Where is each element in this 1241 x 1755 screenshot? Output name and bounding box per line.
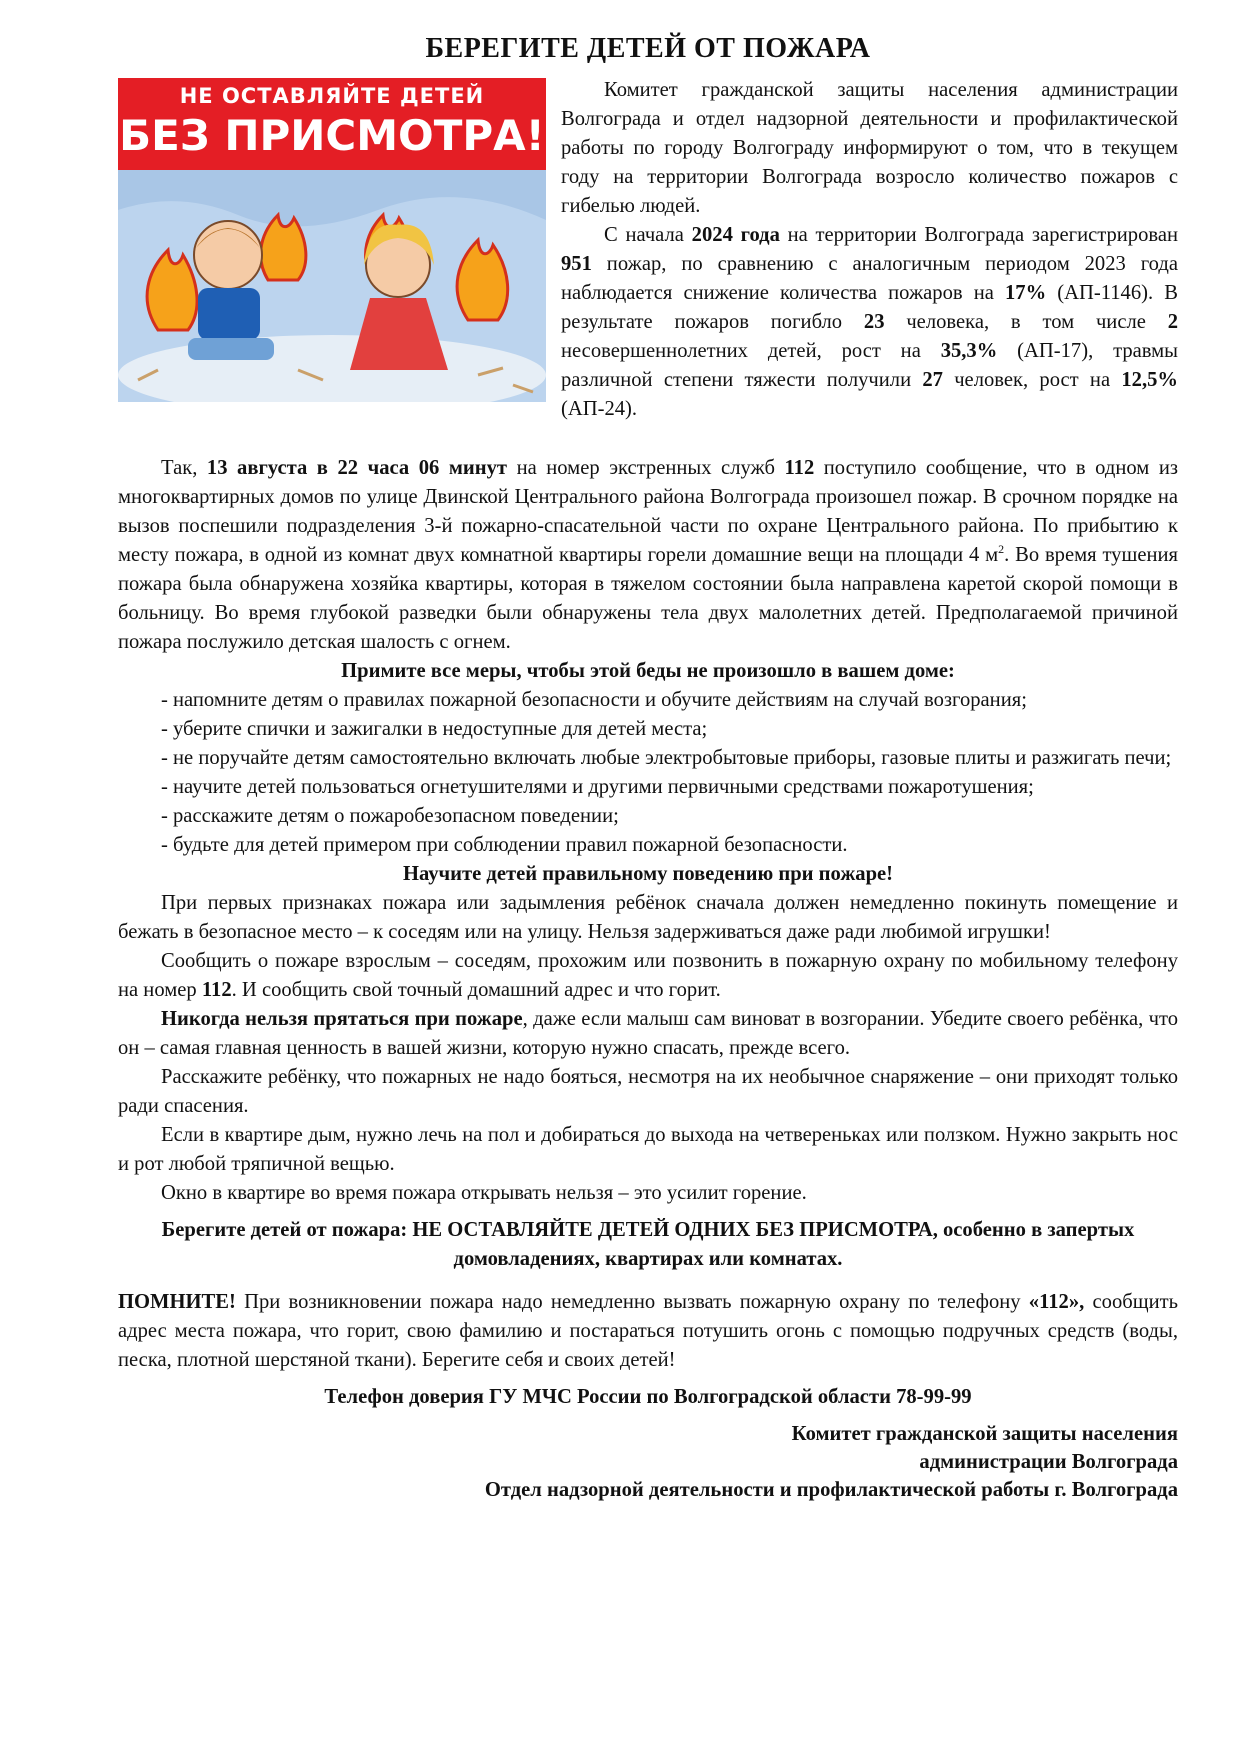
measure-item: - расскажите детям о пожаробезопасном поведении; bbox=[161, 805, 619, 827]
measures-heading: Примите все меры, чтобы этой беды не произошло в вашем доме: bbox=[341, 660, 955, 682]
behavior-paragraph-2: Сообщить о пожаре взрослым – соседям, прохожим или позвонить в пожарную охрану по мобильному телефону на номер 112. И сообщить свой точный домашний адрес и что горит. bbox=[118, 950, 1178, 1001]
behavior-paragraph-5: Если в квартире дым, нужно лечь на пол и добираться до выхода на четвереньках или ползком. Нужно закрыть нос и рот любой тряпичной вещью. bbox=[118, 1124, 1178, 1175]
page-title: БЕРЕГИТЕ ДЕТЕЙ ОТ ПОЖАРА bbox=[425, 33, 871, 64]
poster-image bbox=[118, 78, 546, 402]
signature-line-3: Отдел надзорной деятельности и профилактической работы г. Волгограда bbox=[484, 1479, 1178, 1501]
poster-line-2: БЕЗ ПРИСМОТРА! bbox=[119, 111, 545, 160]
warning-bold: Берегите детей от пожара: НЕ ОСТАВЛЯЙТЕ ДЕТЕЙ ОДНИХ БЕЗ ПРИСМОТРА, особенно в запертых домовладениях, квартирах или комнатах. bbox=[161, 1219, 1135, 1270]
poster-line-1: НЕ ОСТАВЛЯЙТЕ ДЕТЕЙ bbox=[179, 84, 485, 108]
measures-list bbox=[118, 686, 1178, 860]
signature-line-1: Комитет гражданской защиты населения bbox=[791, 1423, 1178, 1445]
remember-paragraph: ПОМНИТЕ! При возникновении пожара надо немедленно вызвать пожарную охрану по телефону «112», сообщить адрес места пожара, что горит, свою фамилию и постараться потушить огонь с помощью подручных средств (воды, песка, плотной шерстяной ткани). Берегите себя и своих детей! bbox=[118, 1291, 1178, 1371]
signature-line-2: администрации Волгограда bbox=[919, 1451, 1178, 1473]
top-section bbox=[118, 76, 1178, 454]
behavior-paragraph-6: Окно в квартире во время пожара открывать нельзя – это усилит горение. bbox=[161, 1182, 807, 1204]
measure-item: - не поручайте детям самостоятельно включать любые электробытовые приборы, газовые плиты и разжигать печи; bbox=[161, 747, 1172, 769]
hotline: Телефон доверия ГУ МЧС России по Волгоградской области 78-99-99 bbox=[324, 1386, 972, 1408]
measure-item: - уберите спички и зажигалки в недоступные для детей места; bbox=[161, 718, 708, 740]
measure-item: - напомните детям о правилах пожарной безопасности и обучите действиям на случай возгорания; bbox=[161, 689, 1027, 711]
behavior-heading: Научите детей правильному поведению при пожаре! bbox=[402, 863, 894, 885]
children-fire-illustration bbox=[118, 170, 546, 402]
incident-paragraph: Так, 13 августа в 22 часа 06 минут на номер экстренных служб 112 поступило сообщение, что в одном из многоквартирных домов по улице Двинской Центрального района Волгограда произошел пожар. В срочном порядке на вызов поспешили подразделения 3-й пожарно-спасательной части по охране Центрального района. По прибытию к месту пожара, в одной из комнат двух комнатной квартиры горели домашние вещи на площади 4 $м^2$. Во время тушения пожара была обнаружена хозяйка квартиры, которая в тяжелом состоянии была направлена каретой скорой помощи в больницу. Во время глубокой разведки были обнаружены тела двух малолетних детей. Предполагаемой причиной пожара послужило детская шалость с огнем. bbox=[118, 457, 1179, 653]
poster-banner bbox=[118, 78, 546, 170]
intro-paragraph-1: Комитет гражданской защиты населения администрации Волгограда и отдел надзорной деятельности и профилактической работы по городу Волгограду информируют о том, что в текущем году на территории Волгограда возросло количество пожаров с гибелью людей. bbox=[561, 79, 1178, 217]
intro-text bbox=[561, 76, 1178, 424]
measure-item: - будьте для детей примером при соблюдении правил пожарной безопасности. bbox=[161, 834, 848, 856]
signature-block bbox=[118, 1420, 1178, 1504]
intro-paragraph-2: С начала 2024 года на территории Волгограда зарегистрирован 951 пожар, по сравнению с аналогичным периодом 2023 года наблюдается снижение количества пожаров на 17% (АП-1146). В результате пожаров погибло 23 человека, в том числе 2 несовершеннолетних детей, рост на 35,3% (АП-17), травмы различной степени тяжести получили 27 человек, рост на 12,5% (АП-24). bbox=[561, 224, 1179, 420]
behavior-paragraph-4: Расскажите ребёнку, что пожарных не надо бояться, несмотря на их необычное снаряжение – они приходят только ради спасения. bbox=[118, 1066, 1178, 1117]
document-page bbox=[118, 30, 1178, 1504]
behavior-paragraph-3: Никогда нельзя прятаться при пожаре, даже если малыш сам виноват в возгорании. Убедите своего ребёнка, что он – самая главная ценность в вашей жизни, которую нужно спасать, прежде всего. bbox=[118, 1008, 1178, 1059]
measure-item: - научите детей пользоваться огнетушителями и другими первичными средствами пожаротушения; bbox=[161, 776, 1034, 798]
behavior-paragraph-1: При первых признаках пожара или задымления ребёнок сначала должен немедленно покинуть помещение и бежать в безопасное место – к соседям или на улицу. Нельзя задерживаться даже ради любимой игрушки! bbox=[118, 892, 1178, 943]
